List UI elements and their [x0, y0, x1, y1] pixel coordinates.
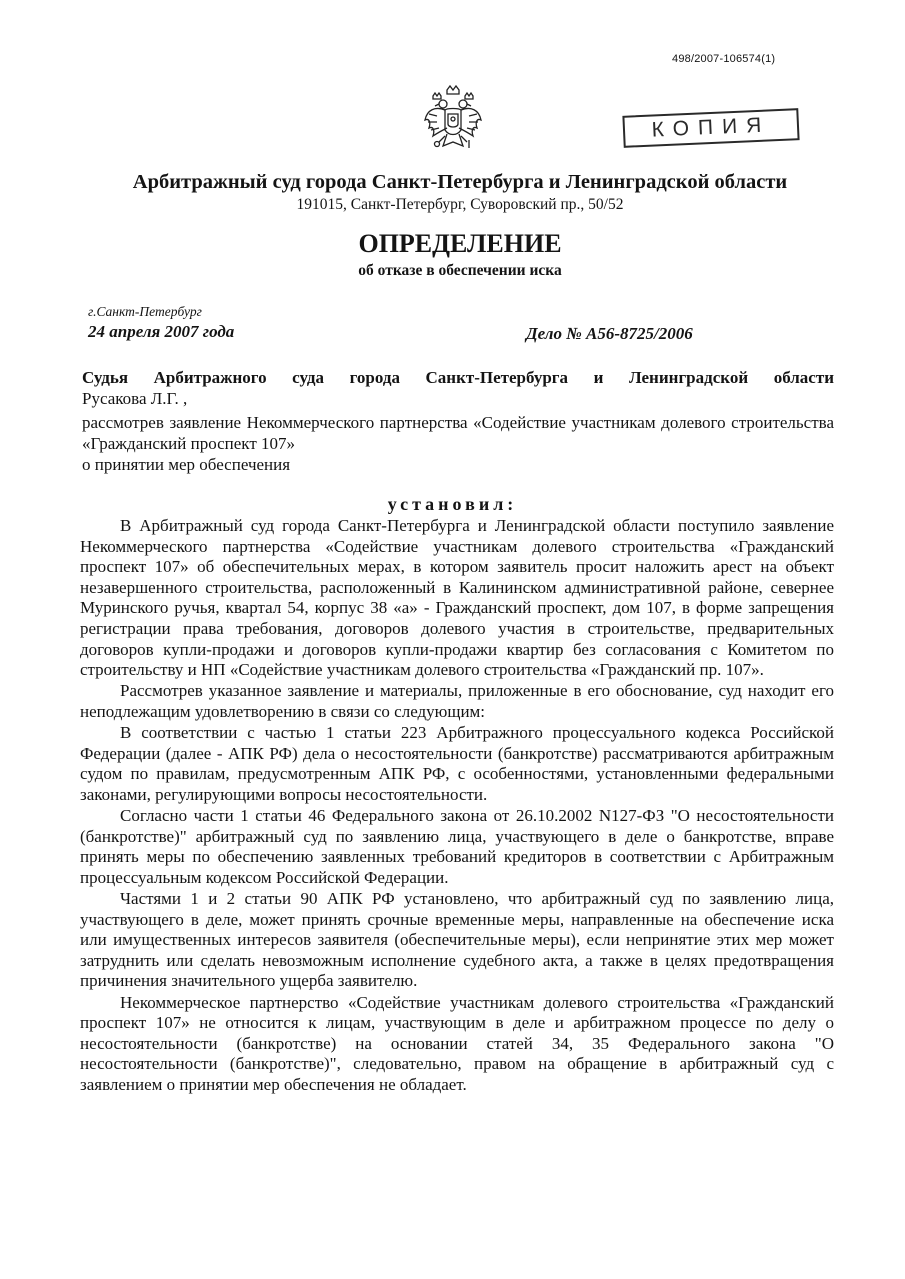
- coat-of-arms-icon: [421, 84, 485, 154]
- paragraph: Некоммерческое партнерство «Содействие участникам долевого строительства «Гражданский проспект 107» не относится к лицам, участвующим в деле и арбитражном процессе по делу о несостоятельности (банкротстве) на основании статей 34, 35 Федерального закона "О несостоятельности (банкротстве)", следовательно, правом на обращение в арбитражный суд с заявлением о принятии мер обеспечения не обладает.: [80, 992, 834, 1094]
- court-name: Арбитражный суд города Санкт-Петербурга и Ленинградской области: [132, 171, 788, 193]
- copy-stamp: КОПИЯ: [622, 108, 799, 148]
- ruling-body: [80, 516, 834, 1096]
- document-number: 498/2007-106574(1): [672, 53, 776, 65]
- considering-statement: рассмотрев заявление Некоммерческого партнерства «Содействие участникам долевого строительства «Гражданский проспект 107»: [82, 413, 834, 453]
- case-number: Дело № А56-8725/2006: [526, 324, 693, 343]
- request-subject: о принятии мер обеспечения: [82, 455, 291, 474]
- paragraph: Согласно части 1 статьи 46 Федерального закона от 26.10.2002 N127-ФЗ "О несостоятельности (банкротстве)" арбитражный суд по заявлению лица, участвующего в деле о банкротстве, вправе принять меры по обеспечению заявленных требований кредиторов в соответствии с Арбитражным процессуальным кодексом Российской Федерации.: [80, 806, 834, 887]
- paragraph: В соответствии с частью 1 статьи 223 Арбитражного процессуального кодекса Российской Федерации (далее - АПК РФ) дела о несостоятельности (банкротстве) рассматриваются арбитражным судом по правилам, предусмотренным АПК РФ, с особенностями, установленными федеральными законами, регулирующими вопросы несостоятельности.: [80, 723, 834, 804]
- paragraph: Частями 1 и 2 статьи 90 АПК РФ установлено, что арбитражный суд по заявлению лица, участвующего в деле, может принять срочные временные меры, направленные на обеспечение иска или имущественных интересов заявителя (обеспечительные меры), если непринятие этих мер может затруднить или сделать невозможным исполнение судебного акта, а также в целях предотвращения причинения значительного ущерба заявителю.: [80, 889, 834, 991]
- document-date: 24 апреля 2007 года: [88, 322, 235, 341]
- paragraph: В Арбитражный суд города Санкт-Петербурга и Ленинградской области поступило заявление Некоммерческого партнерства «Содействие участникам долевого строительства «Гражданский проспект 107» об обеспечительных мерах, в котором заявитель просит наложить арест на объект незавершенного строительства, расположенный в Калининском административной районе, севернее Муринского ручья, квартал 54, корпус 38 «а» - Гражданский проспект, дом 107, в форме запрещения регистрации права требования, договоров долевого участия в строительстве, предварительных договоров купли-продажи и договоров купли-продажи квартир без согласования с Комитетом по строительству и НП «Содействие участникам долевого строительства «Гражданский пр. 107».: [80, 516, 834, 680]
- court-address: 191015, Санкт-Петербург, Суворовский пр., 50/52: [296, 196, 624, 213]
- established-heading: установил:: [387, 494, 518, 514]
- paragraph: Рассмотрев указанное заявление и материалы, приложенные в его обоснование, суд находит его неподлежащим удовлетворению в связи со следующим:: [80, 681, 834, 721]
- judge-name: Русакова Л.Г. ,: [82, 389, 188, 408]
- judge-line: Судья Арбитражного суда города Санкт-Петербурга и Ленинградской области: [82, 368, 834, 387]
- document-title: ОПРЕДЕЛЕНИЕ: [358, 229, 562, 258]
- document-city: г.Санкт-Петербург: [88, 304, 202, 319]
- document-subtitle: об отказе в обеспечении иска: [358, 262, 562, 279]
